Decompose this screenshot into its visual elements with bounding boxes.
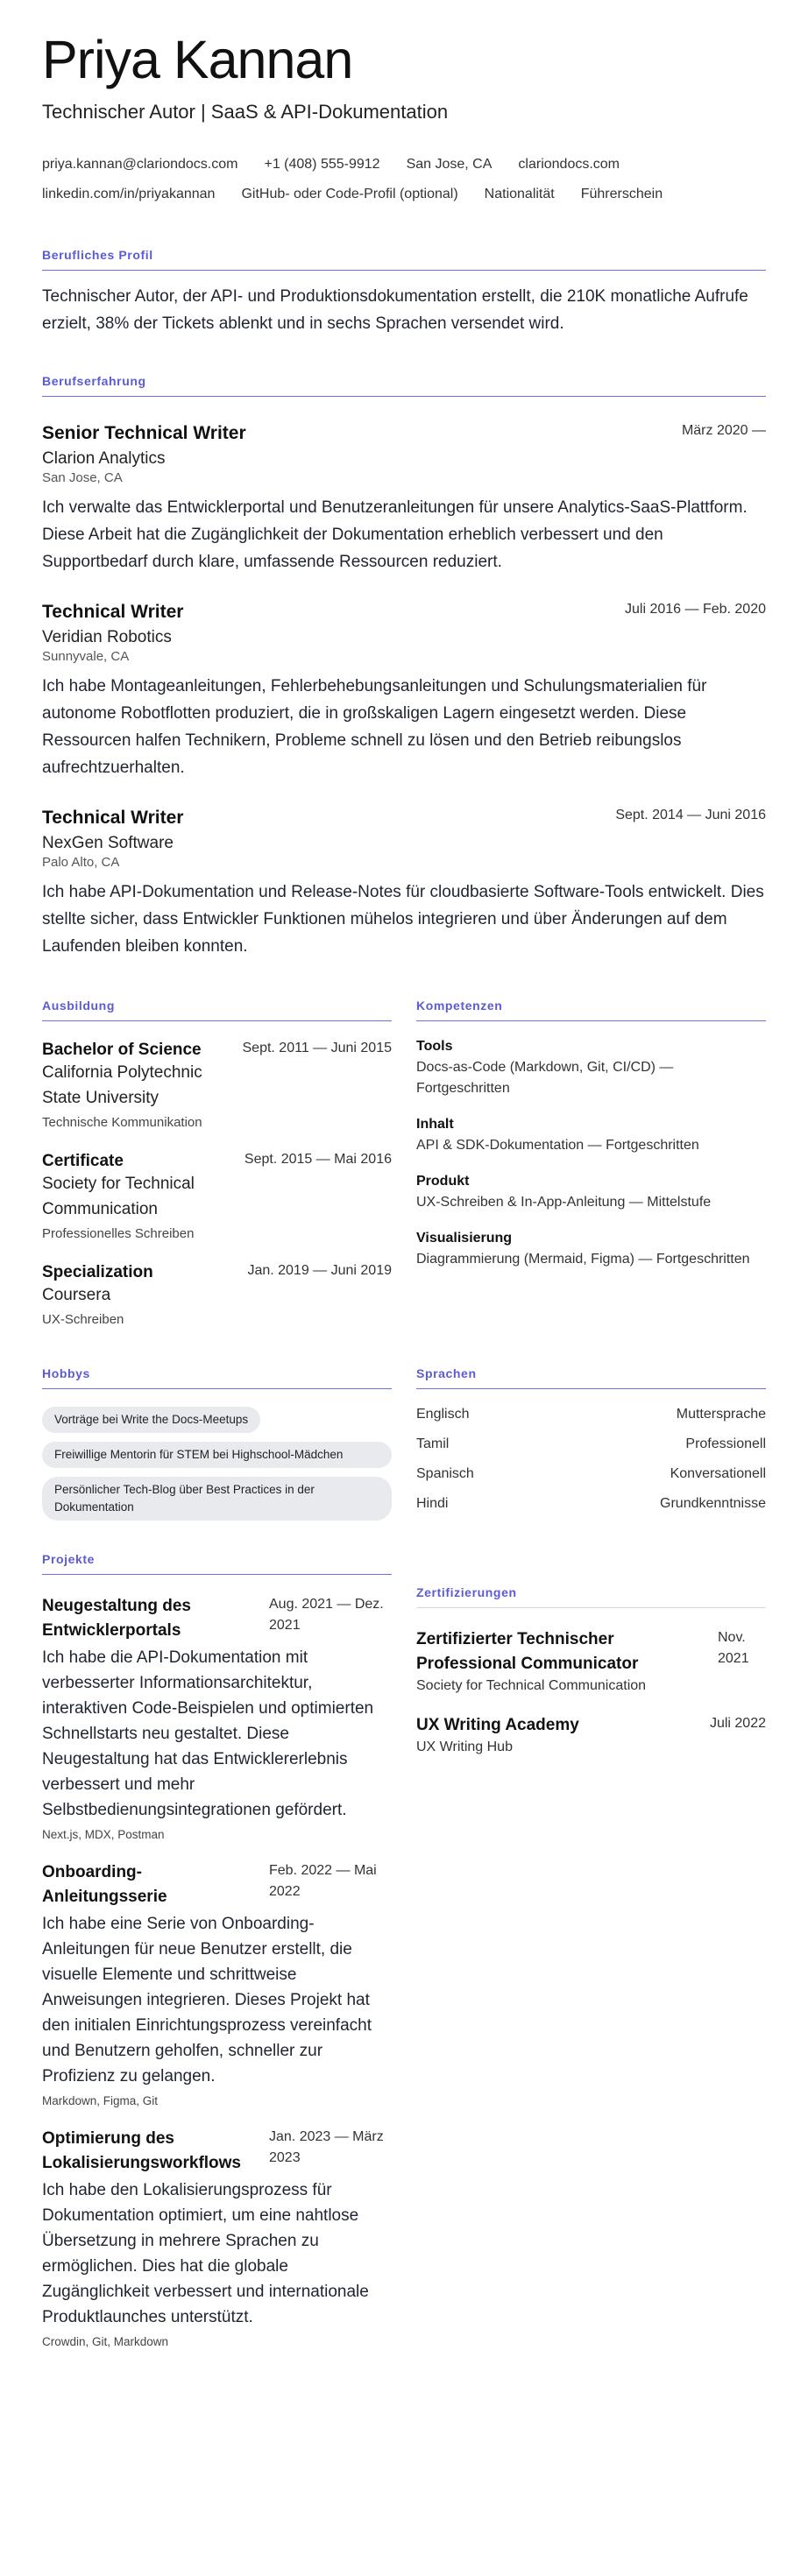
institution: California Polytechnic State University: [42, 1063, 202, 1107]
job-entry: [42, 423, 766, 575]
degree: Bachelor of Science: [42, 1041, 202, 1059]
project-date: Feb. 2022 — Mai 2022: [269, 1863, 377, 1899]
skill-category: Inhalt: [416, 1117, 454, 1132]
project-tech: Next.js, MDX, Postman: [42, 1828, 165, 1841]
language-level: Professionell: [685, 1436, 766, 1451]
institution: Coursera: [42, 1286, 111, 1304]
job-location: San Jose, CA: [42, 470, 123, 485]
projects-section: [42, 1552, 392, 2348]
certification-date: Juli 2022: [709, 1716, 766, 1731]
skill-category: Tools: [416, 1039, 453, 1054]
languages-section: [416, 1366, 766, 1521]
job-entry: [42, 602, 766, 781]
project-tech: Crowdin, Git, Markdown: [42, 2335, 169, 2348]
job-location: Palo Alto, CA: [42, 855, 120, 870]
project-title: Neugestaltung des Entwicklerportals: [42, 1597, 191, 1640]
skills-section: [416, 999, 766, 1330]
candidate-name: Priya Kannan: [42, 30, 353, 89]
project-title: Onboarding-Anleitungsserie: [42, 1863, 167, 1906]
contact-license: Führerschein: [580, 187, 663, 201]
experience-heading: Berufserfahrung: [42, 374, 766, 397]
certification-issuer: Society for Technical Communication: [416, 1678, 647, 1693]
project-entry: [42, 1860, 392, 2107]
job-title: Technical Writer: [42, 602, 184, 622]
education-skills-row: [42, 999, 766, 1330]
certification-entry: [416, 1713, 766, 1755]
language-row: [416, 1429, 766, 1459]
contact-location: San Jose, CA: [406, 157, 493, 172]
contact-email[interactable]: priya.kannan@clariondocs.com: [42, 157, 238, 172]
headline: Technischer Autor | SaaS & API-Dokumentation: [42, 101, 449, 123]
skills-heading: Kompetenzen: [416, 999, 766, 1021]
language-level: Muttersprache: [676, 1407, 766, 1422]
projects-certs-row: [42, 1552, 766, 2348]
profile-section: [42, 248, 766, 337]
certifications-heading: Zertifizierungen: [416, 1585, 766, 1608]
certification-title: UX Writing Academy: [416, 1716, 579, 1734]
project-tech: Markdown, Figma, Git: [42, 2094, 159, 2107]
skill-entry: [416, 1117, 766, 1156]
contact-website[interactable]: clariondocs.com: [518, 157, 620, 172]
job-location: Sunnyvale, CA: [42, 649, 130, 664]
hobbies-languages-row: [42, 1366, 766, 1521]
certifications-section: [416, 1552, 766, 2348]
skill-entry: [416, 1174, 766, 1213]
contact-row: [42, 150, 766, 180]
skill-category: Visualisierung: [416, 1231, 513, 1246]
education-section: [42, 999, 392, 1330]
job-description: Ich verwalte das Entwicklerportal und Benutzeranleitungen für unsere Analytics-SaaS-Plattform. Diese Arbeit hat die Zugänglichkeit der Dokumentation erheblich verbessert und den Supportbedarf durch klare, umfassende Ressourcen reduziert.: [42, 498, 748, 571]
education-date: Jan. 2019 — Juni 2019: [247, 1263, 392, 1278]
language-name: Tamil: [416, 1436, 450, 1451]
project-description: Ich habe eine Serie von Onboarding-Anleitungen für neue Benutzer erstellt, die visuelle Elemente und schrittweise Anweisungen integrieren. Dieses Projekt hat den initialen Einrichtungsprozess vereinfacht und Benutzern geholfen, schneller zur Profizienz zu gelangen.: [42, 1915, 372, 2086]
skill-value: API & SDK-Dokumentation — Fortgeschritten: [416, 1138, 699, 1153]
language-row: [416, 1489, 766, 1519]
hobbies-heading: Hobbys: [42, 1366, 392, 1389]
skill-entry: [416, 1039, 766, 1099]
language-level: Konversationell: [670, 1466, 766, 1481]
job-company: NexGen Software: [42, 834, 174, 852]
language-level: Grundkenntnisse: [660, 1496, 766, 1511]
institution: Society for Technical Communication: [42, 1175, 195, 1218]
contact-github: GitHub- oder Code-Profil (optional): [241, 187, 458, 201]
degree: Certificate: [42, 1152, 124, 1170]
project-description: Ich habe den Lokalisierungsprozess für Dokumentation optimiert, um eine nahtlose Übersetzung in mehrere Sprachen zu ermöglichen. Dies hat die globale Zugänglichkeit verbessert und internationale Produktlaunches unterstützt.: [42, 2181, 369, 2326]
skill-value: Docs-as-Code (Markdown, Git, CI/CD) — Fortgeschritten: [416, 1060, 674, 1096]
contact-linkedin[interactable]: linkedin.com/in/priyakannan: [42, 187, 216, 201]
project-title: Optimierung des Lokalisierungsworkflows: [42, 2129, 241, 2172]
language-name: Englisch: [416, 1407, 470, 1422]
field-of-study: Professionelles Schreiben: [42, 1226, 195, 1241]
job-title: Technical Writer: [42, 808, 184, 828]
education-date: Sept. 2015 — Mai 2016: [244, 1152, 392, 1167]
hobby-chip: Persönlicher Tech-Blog über Best Practices in der Dokumentation: [42, 1477, 392, 1521]
certification-date: Nov. 2021: [718, 1630, 749, 1666]
job-date: Juli 2016 — Feb. 2020: [625, 602, 766, 617]
skill-value: UX-Schreiben & In-App-Anleitung — Mittelstufe: [416, 1195, 712, 1210]
education-entry: [42, 1152, 392, 1244]
education-heading: Ausbildung: [42, 999, 392, 1021]
languages-heading: Sprachen: [416, 1366, 766, 1389]
language-name: Hindi: [416, 1496, 449, 1511]
language-row: [416, 1459, 766, 1489]
degree: Specialization: [42, 1263, 153, 1281]
job-date: März 2020 —: [681, 423, 766, 438]
education-date: Sept. 2011 — Juni 2015: [242, 1041, 392, 1055]
job-description: Ich habe API-Dokumentation und Release-Notes für cloudbasierte Software-Tools entwickelt. Dies stellte sicher, dass Entwickler Funktionen mühelos integrieren und über Änderungen auf dem Laufenden bleiben konnten.: [42, 883, 764, 956]
project-date: Aug. 2021 — Dez. 2021: [269, 1597, 384, 1633]
job-date: Sept. 2014 — Juni 2016: [615, 808, 766, 822]
skill-category: Produkt: [416, 1174, 470, 1189]
contact-nationality: Nationalität: [484, 187, 555, 201]
job-company: Clarion Analytics: [42, 449, 166, 468]
field-of-study: UX-Schreiben: [42, 1312, 124, 1327]
certification-issuer: UX Writing Hub: [416, 1740, 513, 1754]
job-entry: [42, 808, 766, 960]
skill-entry: [416, 1231, 766, 1270]
contact-row-2: [42, 180, 766, 209]
hobbies-section: [42, 1366, 392, 1521]
projects-heading: Projekte: [42, 1552, 392, 1575]
profile-heading: Berufliches Profil: [42, 248, 766, 271]
project-entry: [42, 1594, 392, 1841]
education-entry: [42, 1041, 392, 1133]
job-company: Veridian Robotics: [42, 628, 172, 646]
skill-value: Diagrammierung (Mermaid, Figma) — Fortgeschritten: [416, 1252, 750, 1267]
profile-text: Technischer Autor, der API- und Produktionsdokumentation erstellt, die 210K monatliche Aufrufe erzielt, 38% der Tickets ablenkt und in sechs Sprachen versendet wird.: [42, 287, 748, 333]
contact-phone[interactable]: +1 (408) 555-9912: [264, 157, 380, 172]
job-title: Senior Technical Writer: [42, 423, 246, 443]
project-date: Jan. 2023 — März 2023: [269, 2129, 384, 2165]
job-description: Ich habe Montageanleitungen, Fehlerbehebungsanleitungen und Schulungsmaterialien für autonome Robotflotten produziert, die in großskaligen Lagern eingesetzt werden. Diese Ressourcen halfen Technikern, Probleme schnell zu lösen und den Betrieb reibungslos aufrechtzuerhalten.: [42, 677, 707, 777]
project-entry: [42, 2127, 392, 2348]
hobby-chip: Freiwillige Mentorin für STEM bei Highschool-Mädchen: [42, 1442, 392, 1468]
hobby-chip: Vorträge bei Write the Docs-Meetups: [42, 1407, 260, 1433]
certification-title: Zertifizierter Technischer Professional Communicator: [416, 1630, 639, 1673]
project-description: Ich habe die API-Dokumentation mit verbesserter Informationsarchitektur, interaktiven Code-Beispielen und optimierten Schnellstarts neu gestaltet. Diese Neugestaltung hat das Entwicklererlebnis verbessert und mehr Selbstbedienungsintegrationen gefördert.: [42, 1648, 374, 1819]
field-of-study: Technische Kommunikation: [42, 1115, 202, 1130]
certification-entry: [416, 1627, 766, 1694]
language-row: [416, 1400, 766, 1429]
experience-section: [42, 374, 766, 960]
education-entry: [42, 1263, 392, 1330]
language-name: Spanisch: [416, 1466, 474, 1481]
